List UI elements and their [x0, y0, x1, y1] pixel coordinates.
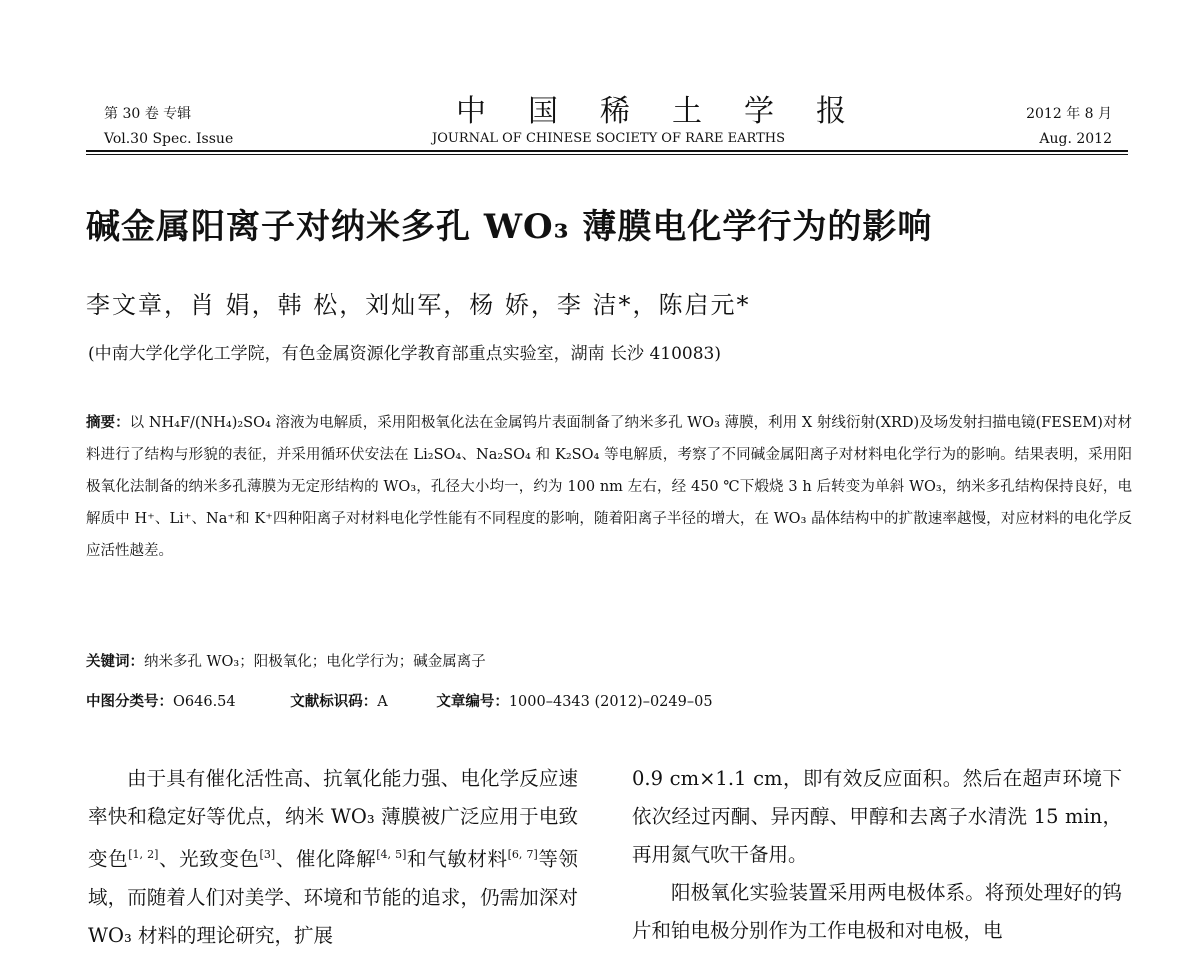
- keywords-label: 关键词：: [86, 653, 144, 670]
- date-cn: 2012 年 8 月: [1026, 106, 1112, 122]
- anodization-paragraph: 阳极氧化实验装置采用两电极体系。将预处理好的钨片和铂电极分别作为工作电极和对电极，电: [632, 881, 1122, 942]
- body-left-column: [88, 760, 578, 955]
- journal-title-en: JOURNAL OF CHINESE SOCIETY OF RARE EARTHS: [432, 131, 786, 146]
- intro-text-3: 、催化降解: [275, 847, 377, 871]
- article-title: 碱金属阳离子对纳米多孔 WO₃ 薄膜电化学行为的影响: [86, 207, 933, 247]
- intro-text-2: 、光致变色: [158, 847, 260, 871]
- intro-text-4: 和气敏材料: [406, 847, 508, 871]
- abstract-label: 摘要：: [86, 414, 130, 431]
- citation-2: [3]: [259, 848, 276, 861]
- abstract: [86, 407, 1132, 567]
- date-en: Aug. 2012: [1039, 131, 1112, 147]
- cleaning-paragraph: 0.9 cm×1.1 cm，即有效反应面积。然后在超声环境下依次经过丙酮、异丙醇、甲醇和去离子水清洗 15 min，再用氮气吹干备用。: [632, 767, 1122, 866]
- doc-code-label: 文献标识码：: [290, 693, 378, 710]
- article-number-value: 1000–4343 (2012)–0249–05: [508, 694, 713, 710]
- clc-value: O646.54: [173, 694, 236, 710]
- citation-4: [6, 7]: [507, 848, 538, 861]
- intro-paragraph: [88, 760, 578, 955]
- citation-1: [1, 2]: [128, 848, 159, 861]
- keywords: [86, 650, 486, 671]
- authors: 李文章，肖 娟，韩 松，刘灿军，杨 娇，李 洁*，陈启元*: [86, 291, 751, 319]
- keywords-text: 纳米多孔 WO₃；阳极氧化；电化学行为；碱金属离子: [144, 654, 486, 670]
- volume-en: Vol.30 Spec. Issue: [104, 131, 234, 147]
- abstract-text: 以 NH₄F/(NH₄)₂SO₄ 溶液为电解质，采用阳极氧化法在金属钨片表面制备了纳米多孔 WO₃ 薄膜，利用 X 射线衍射(XRD)及场发射扫描电镜(FESEM)对材料进行了结构与形貌的表征，并采用循环伏安法在 Li₂SO₄、Na₂SO₄ 和 K₂SO₄ 等电解质，考察了不同碱金属阳离子对材料电化学行为的影响。结果表明，采用阳极氧化法制备的纳米多孔薄膜为无定形结构的 WO₃，孔径大小均一，约为 100 nm 左右，经 450 ℃下煅烧 3 h 后转变为单斜 WO₃，纳米多孔结构保持良好，电解质中 H⁺、Li⁺、Na⁺和 K⁺四种阳离子对材料电化学性能有不同程度的影响，随着阳离子半径的增大，在 WO₃ 晶体结构中的扩散速率越慢，对应材料的电化学反应活性越差。: [86, 415, 1132, 559]
- volume-cn: 第 30 卷 专辑: [104, 106, 192, 122]
- citation-3: [4, 5]: [376, 848, 407, 861]
- intro-text-5: 等领域，而随着人们对美学、环境和节能的追求，仍需加深对 WO₃ 材料的理论研究，扩展: [88, 847, 578, 947]
- clc-label: 中图分类号：: [86, 693, 173, 710]
- classification: [86, 690, 713, 711]
- header-rule-thick: [86, 150, 1128, 152]
- journal-title-cn: 中国稀土学报: [456, 94, 888, 129]
- affiliation: (中南大学化学化工学院，有色金属资源化学教育部重点实验室，湖南 长沙 410083): [88, 344, 721, 364]
- article-number-label: 文章编号：: [436, 693, 509, 710]
- intro-text-1: 由于具有催化活性高、抗氧化能力强、电化学反应速率快和稳定好等优点，纳米 WO₃ 薄膜被广泛应用于电致变色: [88, 767, 578, 871]
- body-right-column: [632, 760, 1122, 950]
- header-rule-thin: [86, 154, 1128, 155]
- doc-code-value: A: [377, 694, 388, 710]
